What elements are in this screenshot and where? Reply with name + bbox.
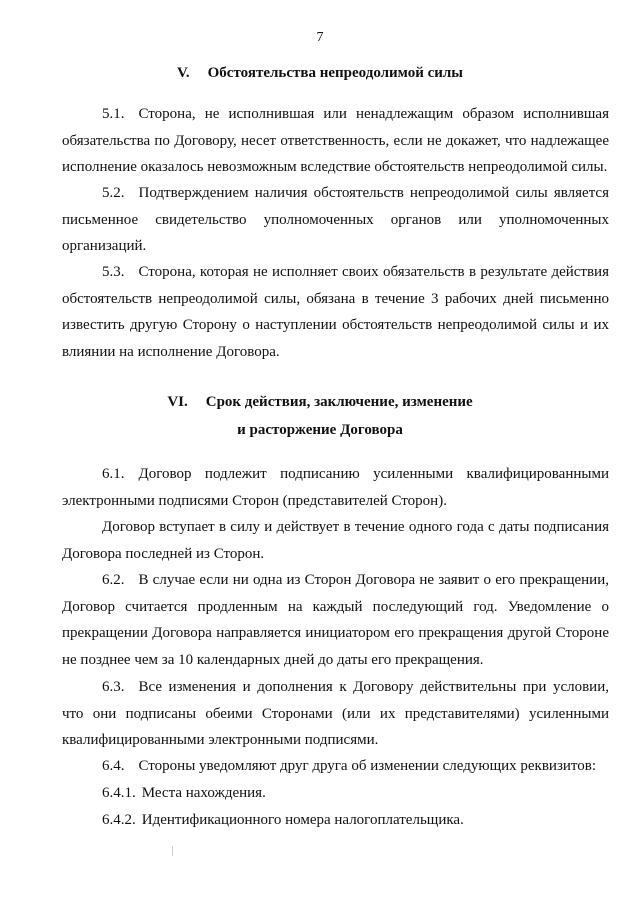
paragraph-6-2	[62, 567, 609, 673]
paragraph-text: В случае если ни одна из Сторон Договора не заявит о его прекращении, Договор считается продленным на каждый последующий год. Уведомление о прекращении Договора направляется инициатором его прекращения другой Стороне не позднее чем за 10 календарных дней до даты его прекращения.	[62, 572, 609, 668]
paragraph-text: Места нахождения.	[141, 785, 266, 801]
section-5-heading	[0, 60, 640, 86]
paragraph-text: Все изменения и дополнения к Договору действительны при условии, что они подписаны обеими Сторонами (или их представителями) усиленными квалифицированными электронными подписями.	[62, 679, 609, 748]
scan-mark	[172, 846, 173, 856]
section-6-number: VI.	[167, 394, 188, 410]
paragraph-number: 6.1.	[102, 466, 125, 482]
paragraph-number: 5.2.	[102, 185, 125, 201]
page-number: 7	[316, 30, 324, 45]
paragraph-6-4	[62, 753, 609, 780]
paragraph-text: Идентификационного номера налогоплательщика.	[141, 812, 464, 828]
paragraph-6-4-2	[62, 807, 609, 834]
section-6-title-line1	[0, 389, 640, 415]
paragraph-number: 6.2.	[102, 572, 125, 588]
section-6-heading	[0, 389, 640, 443]
paragraph-text: Подтверждением наличия обстоятельств непреодолимой силы является письменное свидетельство уполномоченных органов или уполномоченных организаций.	[62, 185, 609, 254]
paragraph-number: 6.4.1.	[102, 785, 136, 801]
paragraph-text: Стороны уведомляют друг друга об изменении следующих реквизитов:	[138, 758, 597, 774]
paragraph-5-1	[62, 101, 609, 181]
paragraph-text: Договор вступает в силу и действует в течение одного года с даты подписания Договора последней из Сторон.	[62, 519, 609, 562]
paragraph-6-1	[62, 461, 609, 514]
paragraph-number: 5.3.	[102, 264, 125, 280]
paragraph-number: 6.4.	[102, 758, 125, 774]
section-5-number: V.	[176, 65, 190, 81]
paragraph-text: Договор подлежит подписанию усиленными квалифицированными электронными подписями Сторон (представителей Сторон).	[62, 466, 609, 509]
paragraph-number: 5.1.	[102, 106, 125, 122]
paragraph-number: 6.4.2.	[102, 812, 136, 828]
paragraph-6-4-1	[62, 780, 609, 807]
paragraph-text: Сторона, не исполнившая или ненадлежащим образом исполнившая обязательства по Договору, несет ответственность, если не докажет, что надлежащее исполнение оказалось невозможным вследствие обстоятельств непреодолимой силы.	[62, 106, 609, 175]
section-6-title-line2: и расторжение Договора	[237, 422, 403, 438]
paragraph-6-1-continued	[62, 514, 609, 567]
paragraph-6-3	[62, 674, 609, 754]
paragraph-number: 6.3.	[102, 679, 125, 695]
section-5-title: Обстоятельства непреодолимой силы	[207, 65, 464, 81]
paragraph-5-3	[62, 259, 609, 365]
paragraph-text: Сторона, которая не исполняет своих обязательств в результате действия обстоятельств непреодолимой силы, обязана в течение 3 рабочих дней письменно известить другую Сторону о наступлении обстоятельств непреодолимой силы и их влиянии на исполнение Договора.	[62, 264, 609, 360]
section-6-title-text: Срок действия, заключение, изменение	[205, 394, 473, 410]
paragraph-5-2	[62, 180, 609, 260]
